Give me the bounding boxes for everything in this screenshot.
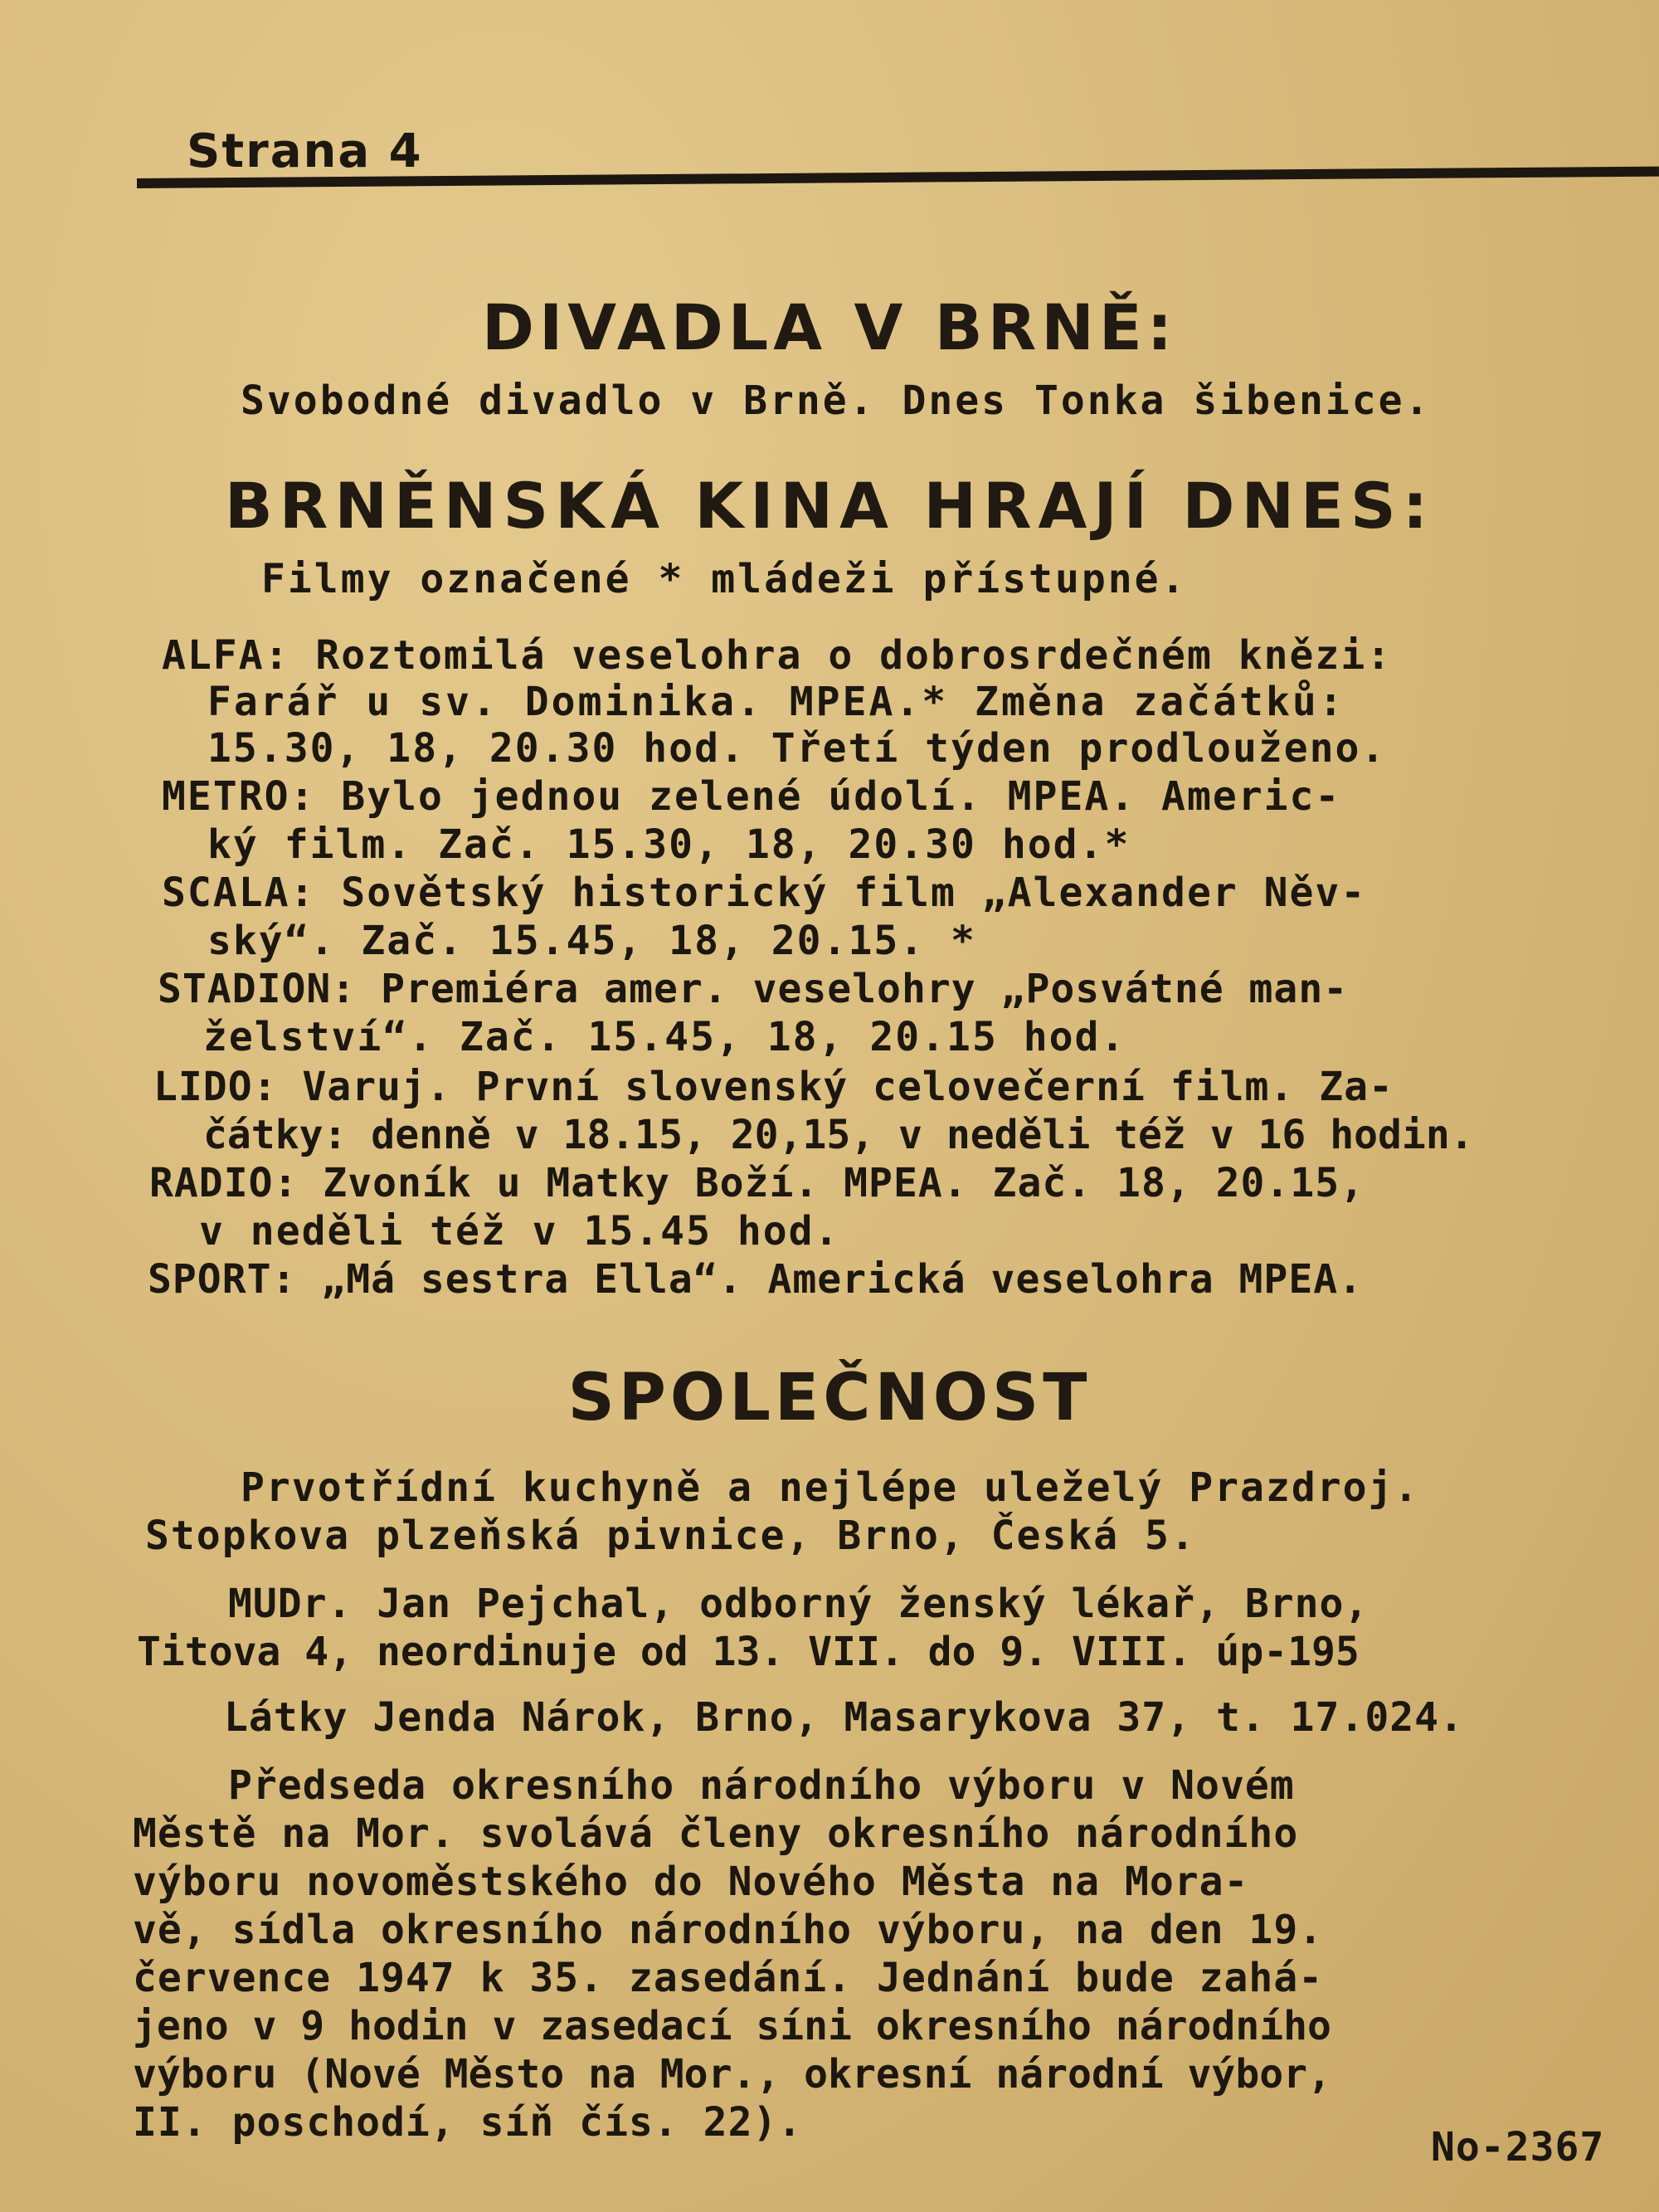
- cinema-line: Farář u sv. Dominika. MPEA.* Změna začátků:: [207, 679, 1345, 725]
- society-line: července 1947 k 35. zasedání. Jednání bude zahá-: [133, 1955, 1324, 2001]
- society-line: jeno v 9 hodin v zasedací síni okresního národního: [133, 2003, 1331, 2049]
- society-line: Prvotřídní kuchyně a nejlépe uleželý Prazdroj.: [241, 1464, 1420, 1511]
- theatres-heading: DIVADLA V BRNĚ:: [481, 290, 1178, 364]
- society-line: Předseda okresního národního výboru v Novém: [228, 1762, 1295, 1809]
- society-line: MUDr. Jan Pejchal, odborný ženský lékař, Brno,: [228, 1581, 1370, 1627]
- society-line: výboru (Nové Město na Mor., okresní národní výbor,: [133, 2051, 1331, 2098]
- society-heading: SPOLEČNOST: [567, 1361, 1092, 1435]
- theatres-text: Svobodné divadlo v Brně. Dnes Tonka šibenice.: [241, 378, 1432, 424]
- cinemas-note: Filmy označené * mládeži přístupné.: [261, 556, 1188, 602]
- cinema-line: v neděli též v 15.45 hod.: [199, 1208, 840, 1255]
- society-line: Městě na Mor. svolává členy okresního národního: [133, 1810, 1299, 1857]
- cinema-line: čátky: denně v 18.15, 20,15, v neděli též v 16 hodin.: [203, 1112, 1474, 1158]
- cinema-line: RADIO: Zvoník u Matky Boží. MPEA. Zač. 18, 20.15,: [149, 1160, 1365, 1206]
- society-line: Látky Jenda Nárok, Brno, Masarykova 37, t. 17.024.: [224, 1694, 1464, 1741]
- cinema-line: LIDO: Varuj. První slovenský celovečerní film. Za-: [153, 1064, 1394, 1110]
- notice-code: No-2367: [1431, 2124, 1605, 2171]
- society-line: Stopkova plzeňská pivnice, Brno, Česká 5.: [145, 1513, 1196, 1559]
- cinema-line: 15.30, 18, 20.30 hod. Třetí týden prodlouženo.: [207, 725, 1387, 772]
- page-number-label: Strana 4: [187, 124, 423, 178]
- cinema-line: METRO: Bylo jednou zelené údolí. MPEA. Americ-: [162, 773, 1341, 820]
- cinema-line: SCALA: Sovětský historický film „Alexander Něv-: [162, 870, 1367, 916]
- cinema-line: ALFA: Roztomilá veselohra o dobrosrdečném knězi:: [162, 632, 1393, 679]
- society-line: výboru novoměstského do Nového Města na Mora-: [133, 1859, 1249, 1905]
- cinema-line: SPORT: „Má sestra Ella“. Americká veselohra MPEA.: [148, 1256, 1364, 1303]
- society-line: II. poschodí, síň čís. 22).: [133, 2099, 803, 2146]
- cinemas-heading: BRNĚNSKÁ KINA HRAJÍ DNES:: [224, 469, 1435, 543]
- cinema-line: ký film. Zač. 15.30, 18, 20.30 hod.*: [207, 821, 1131, 868]
- cinema-line: ský“. Zač. 15.45, 18, 20.15. *: [207, 918, 976, 964]
- cinema-line: želství“. Zač. 15.45, 18, 20.15 hod.: [203, 1014, 1126, 1060]
- cinema-line: STADION: Premiéra amer. veselohry „Posvátné man-: [158, 966, 1349, 1012]
- society-line: vě, sídla okresního národního výboru, na den 19.: [133, 1907, 1324, 1953]
- society-line: Titova 4, neordinuje od 13. VII. do 9. VIII. úp-195: [137, 1629, 1360, 1675]
